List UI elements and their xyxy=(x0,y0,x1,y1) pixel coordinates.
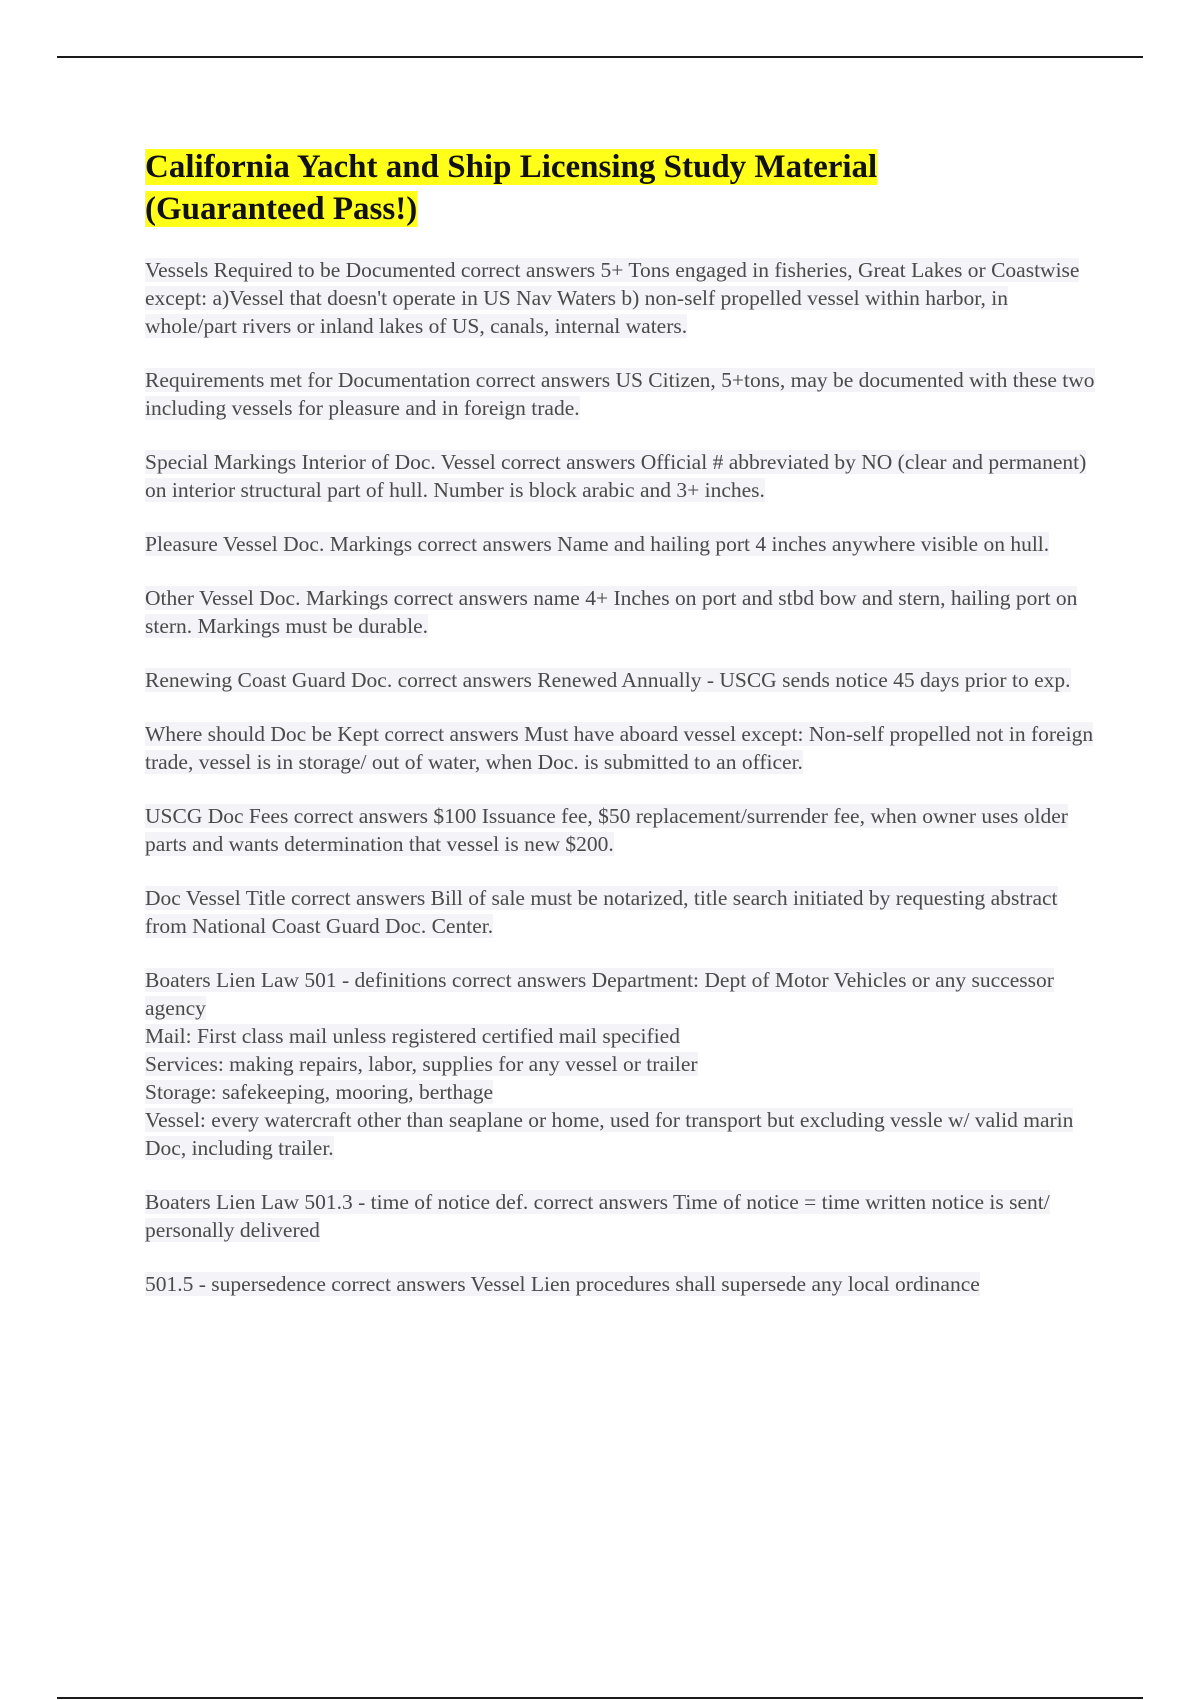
qa-item-lien-law-501 xyxy=(145,966,1095,1162)
document-body xyxy=(145,146,1095,1324)
qa-item xyxy=(145,720,1095,776)
qa-item xyxy=(145,802,1095,858)
qa-text: Where should Doc be Kept correct answers Must have aboard vessel except: Non-self propelled not in foreign trade, vessel is in storage/ out of water, when Doc. is submitted to an officer. xyxy=(145,722,1094,774)
qa-item xyxy=(145,366,1095,422)
qa-text: Requirements met for Documentation correct answers US Citizen, 5+tons, may be documented with these two including vessels for pleasure and in foreign trade. xyxy=(145,368,1095,420)
qa-text: Special Markings Interior of Doc. Vessel correct answers Official # abbreviated by NO (clear and permanent) on interior structural part of hull. Number is block arabic and 3+ inches. xyxy=(145,450,1087,502)
qa-text: Doc Vessel Title correct answers Bill of sale must be notarized, title search initiated by requesting abstract from National Coast Guard Doc. Center. xyxy=(145,886,1058,938)
qa-item xyxy=(145,884,1095,940)
qa-item xyxy=(145,584,1095,640)
header-rule xyxy=(57,56,1143,58)
qa-text: Renewing Coast Guard Doc. correct answers Renewed Annually - USCG sends notice 45 days prior to exp. xyxy=(145,668,1071,692)
lien-law-definition-department: Boaters Lien Law 501 - definitions correct answers Department: Dept of Motor Vehicles or any successor agency xyxy=(145,968,1054,1020)
qa-text: Pleasure Vessel Doc. Markings correct answers Name and hailing port 4 inches anywhere visible on hull. xyxy=(145,532,1050,556)
qa-item xyxy=(145,1188,1095,1244)
qa-item xyxy=(145,256,1095,340)
lien-law-definition-vessel: Vessel: every watercraft other than seaplane or home, used for transport but excluding vessle w/ valid marin Doc, including trailer. xyxy=(145,1108,1074,1160)
lien-law-definition-services: Services: making repairs, labor, supplies for any vessel or trailer xyxy=(145,1052,698,1076)
qa-item xyxy=(145,666,1095,694)
title-line-1: California Yacht and Ship Licensing Study Material xyxy=(145,149,878,185)
document-title xyxy=(145,146,1095,230)
qa-text: Vessels Required to be Documented correct answers 5+ Tons engaged in fisheries, Great Lakes or Coastwise except: a)Vessel that doesn't operate in US Nav Waters b) non-self propelled vessel within harbor, in whole/part rivers or inland lakes of US, canals, internal waters. xyxy=(145,258,1080,338)
title-line-2: (Guaranteed Pass!) xyxy=(145,191,418,227)
lien-law-definition-mail: Mail: First class mail unless registered certified mail specified xyxy=(145,1024,680,1048)
qa-item xyxy=(145,1270,1095,1298)
qa-text: Other Vessel Doc. Markings correct answers name 4+ Inches on port and stbd bow and stern, hailing port on stern. Markings must be durable. xyxy=(145,586,1078,638)
qa-item xyxy=(145,448,1095,504)
lien-law-definition-storage: Storage: safekeeping, mooring, berthage xyxy=(145,1080,494,1104)
qa-text: 501.5 - supersedence correct answers Vessel Lien procedures shall supersede any local ordinance xyxy=(145,1272,980,1296)
qa-text: USCG Doc Fees correct answers $100 Issuance fee, $50 replacement/surrender fee, when owner uses older parts and wants determination that vessel is new $200. xyxy=(145,804,1068,856)
qa-item xyxy=(145,530,1095,558)
footer-rule xyxy=(57,1697,1143,1699)
qa-text: Boaters Lien Law 501.3 - time of notice def. correct answers Time of notice = time written notice is sent/ personally delivered xyxy=(145,1190,1050,1242)
